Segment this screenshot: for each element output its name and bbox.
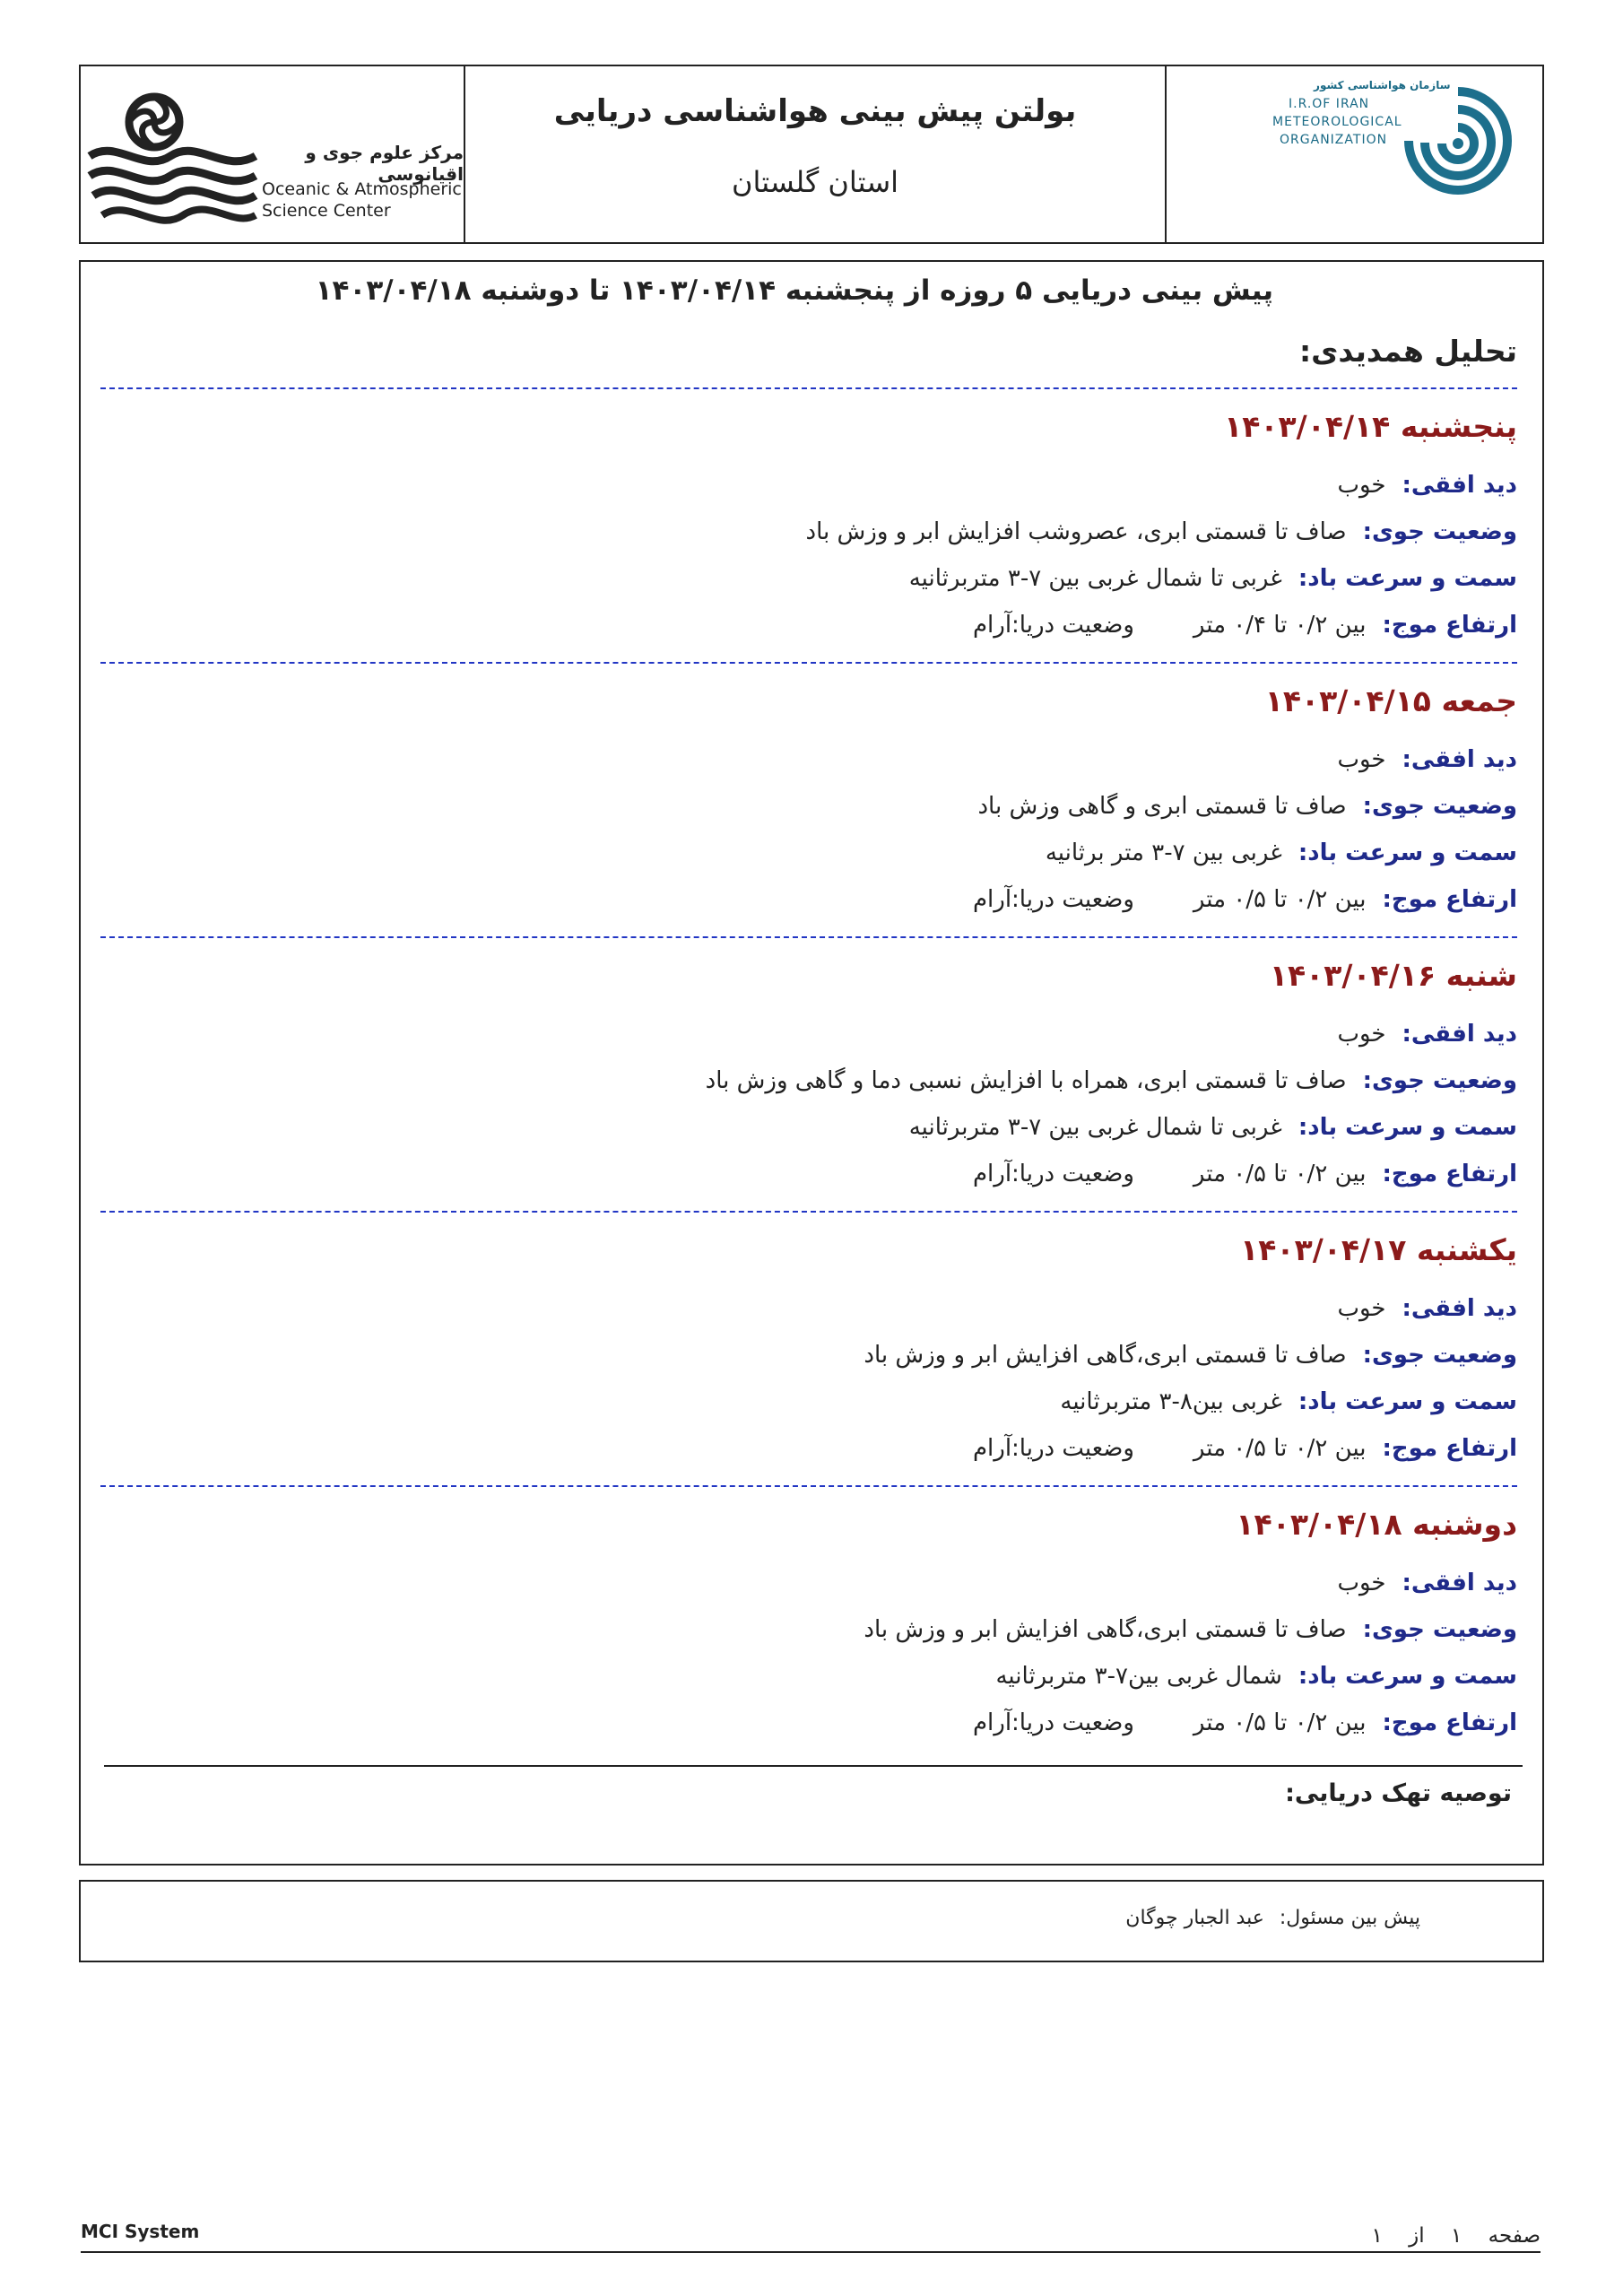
weather-row <box>706 1067 1517 1094</box>
bulletin-title-block <box>465 66 1167 242</box>
page-indicator <box>1352 2224 1541 2248</box>
irimo-logo-icon <box>1391 74 1525 235</box>
wave-label: ارتفاع موج: <box>1382 1435 1517 1462</box>
day-title: پنجشنبه ۱۴۰۳/۰۴/۱۴ <box>1224 409 1517 444</box>
weather-row <box>977 793 1517 820</box>
wind-value: غربی بین ۷-۳ متر برثانیه <box>1045 839 1282 866</box>
of-word: از <box>1409 2224 1425 2248</box>
divider <box>100 662 1517 664</box>
forecaster-panel <box>79 1880 1544 1962</box>
wind-label: سمت و سرعت باد: <box>1298 839 1517 866</box>
day-forecast <box>100 683 1517 952</box>
weather-value: صاف تا قسمتی ابری و گاهی وزش باد <box>977 793 1347 820</box>
wind-row <box>1046 839 1517 866</box>
divider <box>100 387 1517 389</box>
visibility-label: دید افقی: <box>1402 1295 1517 1322</box>
day-forecast <box>100 1232 1517 1501</box>
weather-label: وضعیت جوی: <box>1362 1616 1517 1643</box>
wind-row <box>909 565 1517 592</box>
sea-state-value: وضعیت دریا:آرام <box>972 1435 1134 1462</box>
irimo-name-fa: سازمان هواشناسی کشور <box>1314 79 1451 91</box>
visibility-label: دید افقی: <box>1402 472 1517 499</box>
oasc-logo-icon <box>81 66 260 246</box>
page-word: صفحه <box>1488 2224 1541 2248</box>
wind-row <box>1060 1388 1517 1415</box>
marine-advice-label: توصیه تهک دریایی: <box>1285 1779 1512 1807</box>
irimo-name-en-3: ORGANIZATION <box>1280 133 1388 147</box>
weather-label: وضعیت جوی: <box>1362 518 1517 545</box>
wind-label: سمت و سرعت باد: <box>1298 1388 1517 1415</box>
wave-label: ارتفاع موج: <box>1382 886 1517 913</box>
wave-value: بین ۰/۲ تا ۰/۵ متر <box>1193 1161 1367 1187</box>
weather-row <box>864 1342 1517 1369</box>
oasc-name-en-1: Oceanic & Atmospheric <box>262 179 462 199</box>
sea-state-value: وضعیت دریا:آرام <box>972 1709 1134 1736</box>
forecast-title: پیش بینی دریایی ۵ روزه از پنجشنبه ۱۴۰۳/۰۴/۱۴ تا دوشنبه ۱۴۰۳/۰۴/۱۸ <box>315 274 1273 307</box>
weather-value: صاف تا قسمتی ابری، عصروشب افزایش ابر و وزش باد <box>805 518 1347 545</box>
irimo-name-en-2: METEOROLOGICAL <box>1272 115 1402 129</box>
day-title: یکشنبه ۱۴۰۳/۰۴/۱۷ <box>1240 1232 1517 1267</box>
weather-label: وضعیت جوی: <box>1362 793 1517 820</box>
day-forecast <box>100 1507 1517 1776</box>
wind-row <box>909 1114 1517 1141</box>
sea-state-value: وضعیت دریا:آرام <box>972 886 1134 913</box>
wave-label: ارتفاع موج: <box>1382 612 1517 639</box>
visibility-row <box>1337 1021 1517 1048</box>
province-name: استان گلستان <box>731 165 899 199</box>
weather-value: صاف تا قسمتی ابری،گاهی افزایش ابر و وزش باد <box>864 1342 1347 1369</box>
page-total: ۱ <box>1371 2224 1383 2248</box>
visibility-row <box>1337 1295 1517 1322</box>
wave-label: ارتفاع موج: <box>1382 1709 1517 1736</box>
page-number: ۱ <box>1450 2224 1462 2248</box>
visibility-value: خوب <box>1337 1295 1386 1322</box>
wave-value: بین ۰/۲ تا ۰/۵ متر <box>1193 1435 1367 1462</box>
bulletin-header <box>79 65 1544 244</box>
bulletin-title: بولتن پیش بینی هواشناسی دریایی <box>553 93 1077 129</box>
wave-row <box>973 612 1517 639</box>
wind-value: غربی بین۸-۳ متربرثانیه <box>1060 1388 1282 1415</box>
synoptic-analysis-label: تحلیل همدیدی: <box>1298 334 1517 369</box>
wave-row <box>973 1161 1517 1187</box>
wind-label: سمت و سرعت باد: <box>1298 1114 1517 1141</box>
oasc-name-fa: مرکز علوم جوی و اقیانوسی <box>305 142 464 185</box>
sea-state-value: وضعیت دریا:آرام <box>972 1161 1134 1187</box>
day-title: شنبه ۱۴۰۳/۰۴/۱۶ <box>1269 958 1517 993</box>
visibility-row <box>1337 472 1517 499</box>
visibility-label: دید افقی: <box>1402 1021 1517 1048</box>
wind-value: غربی تا شمال غربی بین ۷-۳ متربرثانیه <box>908 565 1282 592</box>
oasc-logo-block <box>81 66 465 242</box>
forecaster-line <box>1125 1907 1420 1929</box>
day-forecast <box>100 958 1517 1227</box>
wind-label: سمت و سرعت باد: <box>1298 1663 1517 1690</box>
visibility-value: خوب <box>1337 746 1386 773</box>
weather-label: وضعیت جوی: <box>1362 1067 1517 1094</box>
wave-row <box>973 886 1517 913</box>
oasc-name-en-2: Science Center <box>262 201 391 221</box>
forecaster-name: عبد الجبار چوگان <box>1125 1907 1264 1929</box>
wind-row <box>995 1663 1517 1690</box>
weather-value: صاف تا قسمتی ابری، همراه با افزایش نسبی دما و گاهی وزش باد <box>705 1067 1347 1094</box>
day-title: جمعه ۱۴۰۳/۰۴/۱۵ <box>1264 683 1517 718</box>
divider <box>100 1485 1517 1487</box>
day-forecast <box>100 409 1517 678</box>
wave-row <box>973 1435 1517 1462</box>
footer-divider <box>81 2251 1541 2253</box>
wave-value: بین ۰/۲ تا ۰/۵ متر <box>1193 1709 1367 1736</box>
wave-value: بین ۰/۲ تا ۰/۴ متر <box>1193 612 1367 639</box>
visibility-row <box>1337 1570 1517 1596</box>
visibility-value: خوب <box>1337 472 1386 499</box>
wave-row <box>973 1709 1517 1736</box>
visibility-label: دید افقی: <box>1402 1570 1517 1596</box>
visibility-value: خوب <box>1337 1570 1386 1596</box>
visibility-label: دید افقی: <box>1402 746 1517 773</box>
divider <box>100 1211 1517 1213</box>
divider <box>104 1765 1523 1767</box>
sea-state-value: وضعیت دریا:آرام <box>972 612 1134 639</box>
forecast-panel <box>79 260 1544 1866</box>
irimo-logo-block <box>1167 66 1542 242</box>
weather-row <box>864 1616 1517 1643</box>
system-name: MCI System <box>81 2221 200 2242</box>
irimo-name-en-1: I.R.OF IRAN <box>1289 97 1370 111</box>
weather-value: صاف تا قسمتی ابری،گاهی افزایش ابر و وزش باد <box>864 1616 1347 1643</box>
weather-label: وضعیت جوی: <box>1362 1342 1517 1369</box>
wave-value: بین ۰/۲ تا ۰/۵ متر <box>1193 886 1367 913</box>
wind-value: شمال غربی بین۷-۳ متربرثانیه <box>995 1663 1282 1690</box>
visibility-row <box>1337 746 1517 773</box>
wind-label: سمت و سرعت باد: <box>1298 565 1517 592</box>
divider <box>100 936 1517 938</box>
weather-row <box>806 518 1517 545</box>
forecaster-label: پیش بین مسئول: <box>1279 1907 1420 1929</box>
day-title: دوشنبه ۱۴۰۳/۰۴/۱۸ <box>1236 1507 1517 1542</box>
visibility-value: خوب <box>1337 1021 1386 1048</box>
wind-value: غربی تا شمال غربی بین ۷-۳ متربرثانیه <box>908 1114 1282 1141</box>
wave-label: ارتفاع موج: <box>1382 1161 1517 1187</box>
